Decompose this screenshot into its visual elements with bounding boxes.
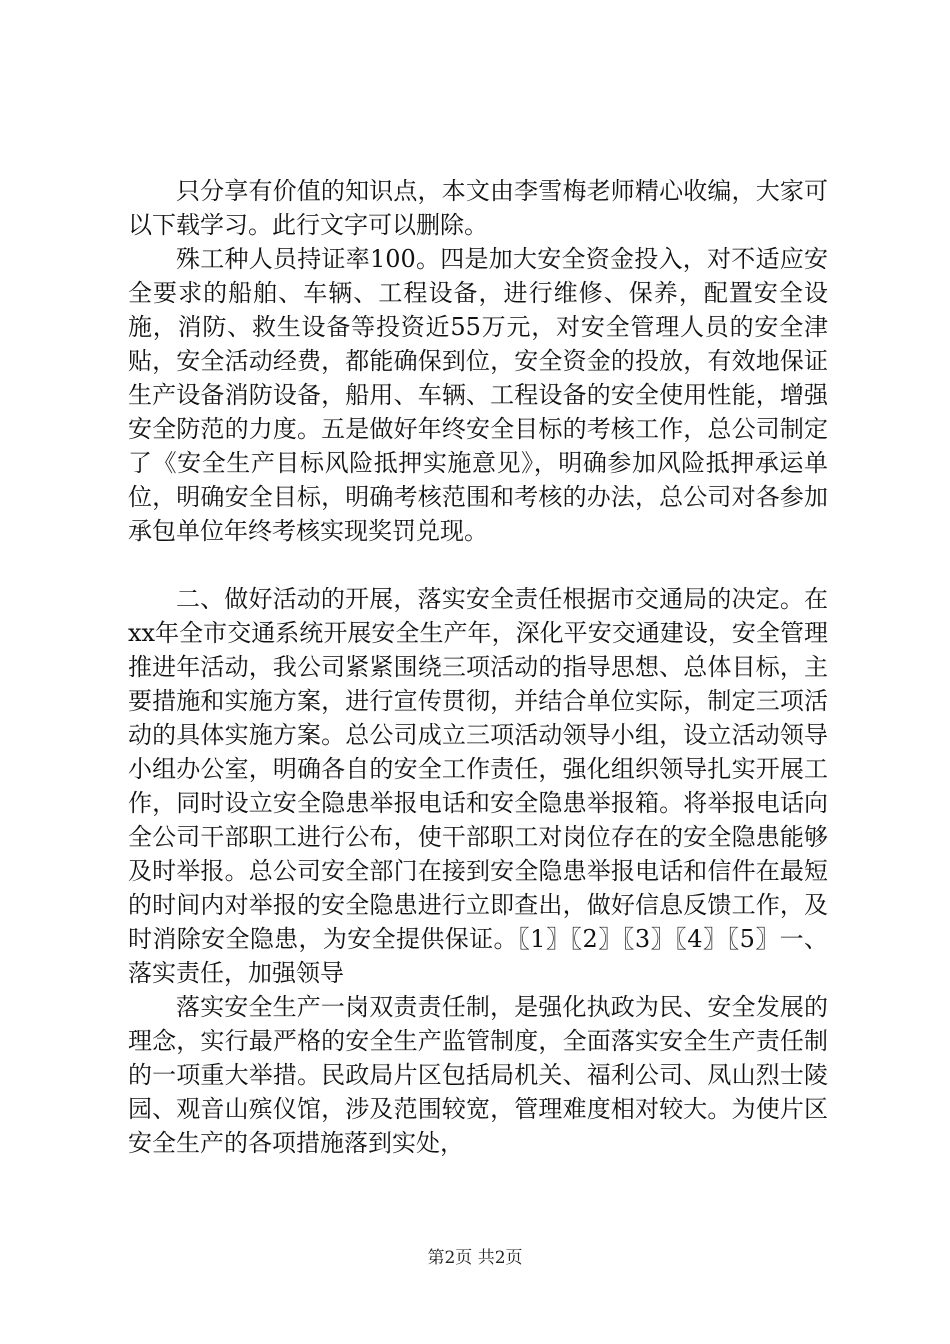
body-paragraph-3: 落实安全生产一岗双责责任制，是强化执政为民、安全发展的理念，实行最严格的安全生产监管制度，全面落实安全生产责任制的一项重大举措。民政局片区包括局机关、福利公司、凤山烈士陵园、观音山殡仪馆，涉及范围较宽，管理难度相对较大。为使片区安全生产的各项措施落到实处， <box>128 993 828 1157</box>
body-paragraph-1: 殊工种人员持证率100。四是加大安全资金投入，对不适应安全要求的船舶、车辆、工程设备，进行维修、保养，配置安全设施，消防、救生设备等投资近55万元，对安全管理人员的安全津贴，安全活动经费，都能确保到位，安全资金的投放，有效地保证生产设备消防设备，船用、车辆、工程设备的安全使用性能，增强安全防范的力度。五是做好年终安全目标的考核工作，总公司制定了《安全生产目标风险抵押实施意见》，明确参加风险抵押承运单位，明确安全目标，明确考核范围和考核的办法，总公司对各参加承包单位年终考核实现奖罚兑现。 <box>128 245 828 545</box>
document-body <box>128 174 828 1160</box>
paragraph-spacer <box>128 548 828 582</box>
body-paragraph-2: 二、做好活动的开展，落实安全责任根据市交通局的决定。在xx年全市交通系统开展安全生产年，深化平安交通建设，安全管理推进年活动，我公司紧紧围绕三项活动的指导思想、总体目标，主要措施和实施方案，进行宣传贯彻，并结合单位实际，制定三项活动的具体实施方案。总公司成立三项活动领导小组，设立活动领导小组办公室，明确各自的安全工作责任，强化组织领导扎实开展工作，同时设立安全隐患举报电话和安全隐患举报箱。将举报电话向全公司干部职工进行公布，使干部职工对岗位存在的安全隐患能够及时举报。总公司安全部门在接到安全隐患举报电话和信件在最短的时间内对举报的安全隐患进行立即查出，做好信息反馈工作，及时消除安全隐患，为安全提供保证。〖1〗〖2〗〖3〗〖4〗〖5〗一、落实责任，加强领导 <box>128 585 828 987</box>
intro-paragraph: 只分享有价值的知识点，本文由李雪梅老师精心收编，大家可以下载学习。此行文字可以删除。 <box>128 177 828 239</box>
page-footer: 第2页 共2页 <box>427 1248 523 1268</box>
